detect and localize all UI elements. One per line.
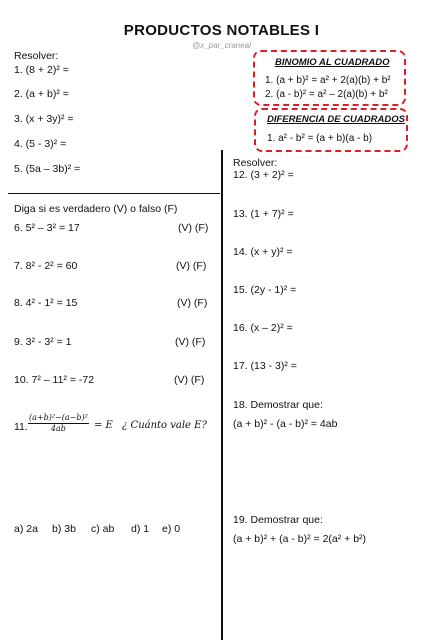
question-19-expression: (a + b)² + (a - b)² = 2(a² + b²) <box>233 533 367 545</box>
tf-options-8: (V) (F) <box>177 297 208 309</box>
option-d: d) 1 <box>131 523 150 535</box>
question-11-question: ¿ Cuánto vale E? <box>122 420 207 431</box>
true-false-instruction: Diga si es verdadero (V) o falso (F) <box>14 203 178 215</box>
tf-options-10: (V) (F) <box>174 374 205 386</box>
exercise-15: 15. (2y - 1)² = <box>233 284 297 296</box>
tf-options-7: (V) (F) <box>176 260 207 272</box>
exercise-5: 5. (5a – 3b)² = <box>14 163 81 175</box>
fraction-numerator: (a+b)²−(a−b)² <box>29 413 88 422</box>
fraction-denominator: 4ab <box>50 424 66 433</box>
exercise-14: 14. (x + y)² = <box>233 246 293 258</box>
page-title: PRODUCTOS NOTABLES I <box>123 22 320 39</box>
binomio-box <box>253 50 406 106</box>
option-e: e) 0 <box>162 523 181 535</box>
question-19-label: 19. Demostrar que: <box>233 514 323 526</box>
vertical-divider <box>221 150 223 640</box>
option-b: b) 3b <box>52 523 76 535</box>
question-11-fraction <box>28 413 89 434</box>
exercise-2: 2. (a + b)² = <box>14 88 69 100</box>
question-18-expression: (a + b)² - (a - b)² = 4ab <box>233 418 338 430</box>
question-18-label: 18. Demostrar que: <box>233 399 323 411</box>
tf-options-6: (V) (F) <box>178 222 209 234</box>
tf-item-10: 10. 7² – 11² = -72 <box>14 374 95 386</box>
exercise-3: 3. (x + 3y)² = <box>14 113 74 125</box>
tf-options-9: (V) (F) <box>175 336 206 348</box>
diferencia-box <box>254 108 408 152</box>
tf-item-6: 6. 5² – 3² = 17 <box>14 222 80 234</box>
exercise-13: 13. (1 + 7)² = <box>233 208 294 220</box>
question-11-equals: = E <box>94 420 113 431</box>
tf-item-9: 9. 3² - 3² = 1 <box>14 336 72 348</box>
author-handle: @x_par_craneal <box>192 41 251 50</box>
horizontal-divider <box>8 193 220 194</box>
resolver-label-left: Resolver: <box>14 50 59 62</box>
exercise-16: 16. (x – 2)² = <box>233 322 293 334</box>
diferencia-formula: 1. a² - b² = (a + b)(a - b) <box>267 133 373 144</box>
resolver-label-right: Resolver: <box>233 157 278 169</box>
binomio-title: BINOMIO AL CUADRADO <box>275 57 390 68</box>
question-11-number: 11. <box>14 421 28 433</box>
tf-item-8: 8. 4² - 1² = 15 <box>14 297 78 309</box>
exercise-17: 17. (13 - 3)² = <box>233 360 297 372</box>
binomio-formula-1: 1. (a + b)² = a² + 2(a)(b) + b² <box>265 75 391 86</box>
option-c: c) ab <box>91 523 115 535</box>
exercise-4: 4. (5 - 3)² = <box>14 138 67 150</box>
exercise-1: 1. (8 + 2)² = <box>14 64 69 76</box>
tf-item-7: 7. 8² - 2² = 60 <box>14 260 78 272</box>
binomio-formula-2: 2. (a - b)² = a² – 2(a)(b) + b² <box>265 89 388 100</box>
exercise-12: 12. (3 + 2)² = <box>233 169 294 181</box>
diferencia-title: DIFERENCIA DE CUADRADOS <box>267 114 405 125</box>
option-a: a) 2a <box>14 523 38 535</box>
